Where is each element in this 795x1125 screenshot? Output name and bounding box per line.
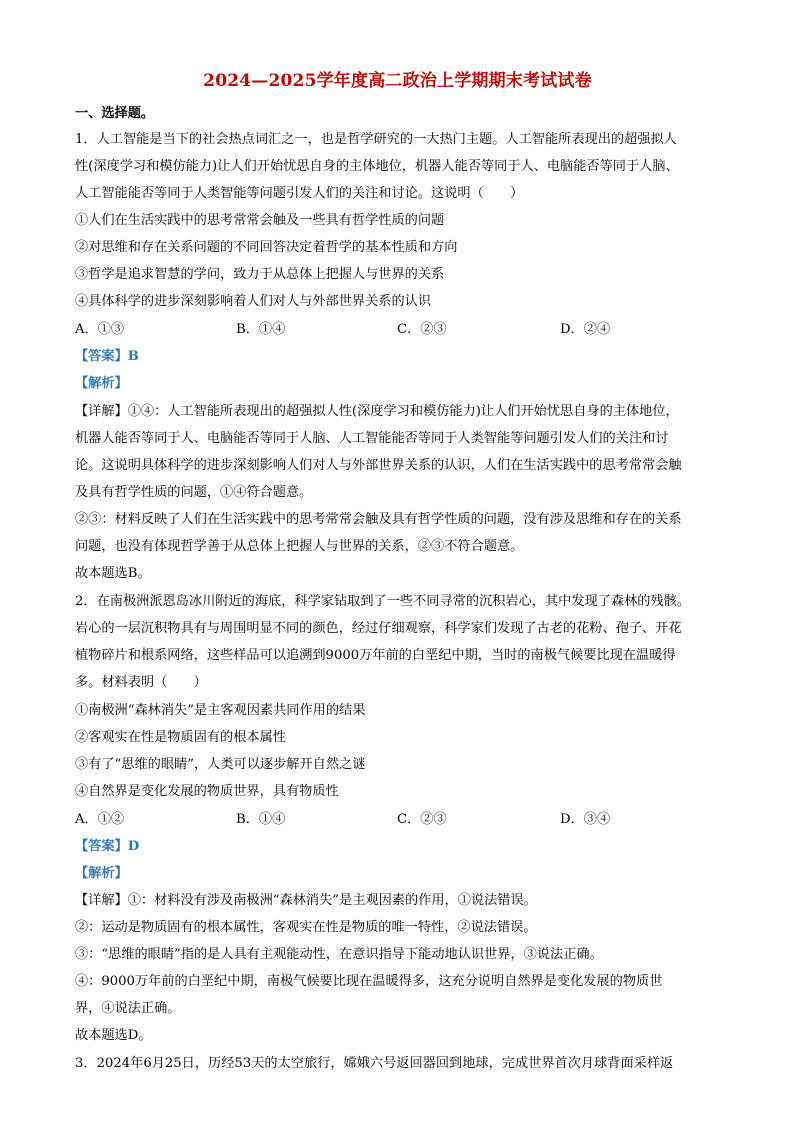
q2-option-b: B．①④ [236, 812, 286, 827]
q1-stem-line: 人工智能能否等同于人类智能等问题引发人们的关注和讨论。这说明（ ） [75, 186, 524, 201]
q1-choice-4: ④具体科学的进步深刻影响着人们对人与外部世界关系的认识 [75, 294, 432, 309]
q1-answer: 【答案】B [75, 349, 139, 364]
q1-option-a: A．①③ [75, 322, 125, 337]
q2-detail-line: ③：“思维的眼睛”指的是人具有主观能动性，在意识指导下能动地认识世界，③说法正确。 [75, 947, 603, 962]
q2-detail-line: 【详解】①：材料没有涉及南极洲“森林消失”是主观因素的作用，①说法错误。 [75, 893, 537, 908]
q1-stem-line: 1．人工智能是当下的社会热点词汇之一，也是哲学研究的一大热门主题。人工智能所表现出的超强拟人 [75, 132, 677, 147]
q1-detail-line: 【详解】①④：人工智能所表现出的超强拟人性(深度学习和模仿能力)让人们开始忧思自身的主体地位， [75, 404, 679, 419]
q1-detail-line: ②③：材料反映了人们在生活实践中的思考常常会触及具有哲学性质的问题，没有涉及思维和存在的关系 [75, 512, 682, 527]
q1-choice-3: ③哲学是追求智慧的学问，致力于从总体上把握人与世界的关系 [75, 267, 445, 282]
q2-stem-line: 岩心的一层沉积物具有与周围明显不同的颜色，经过仔细观察，科学家们发现了古老的花粉、孢子、开花 [75, 621, 682, 636]
q2-choice-2: ②客观实在性是物质固有的根本属性 [75, 730, 286, 745]
q2-choice-4: ④自然界是变化发展的物质世界，具有物质性 [75, 784, 339, 799]
q2-detail-line: ②：运动是物质固有的根本属性，客观实在性是物质的唯一特性，②说法错误。 [75, 920, 537, 935]
q2-analysis-heading: 【解析】 [75, 866, 128, 881]
q2-option-d: D．③④ [560, 812, 611, 827]
q1-detail-line: 及具有哲学性质的问题，①④符合题意。 [75, 485, 313, 500]
q2-answer: 【答案】D [75, 839, 140, 854]
q2-stem-line: 多。材料表明（ ） [75, 675, 207, 690]
q2-stem-line: 2．在南极洲派恩岛冰川附近的海底，科学家钻取到了一些不同寻常的沉积岩心，其中发现了森林的残骸。 [75, 594, 691, 609]
q2-conclusion: 故本题选D。 [75, 1028, 152, 1043]
q1-detail-line: 问题，也没有体现哲学善于从总体上把握人与世界的关系，②③不符合题意。 [75, 539, 524, 554]
q1-option-c: C．②③ [397, 322, 447, 337]
q3-stem-line: 3．2024年6月25日，历经53天的太空旅行，嫦娥六号返回器回到地球，完成世界首次月球背面采样返 [75, 1056, 674, 1071]
q1-detail-line: 机器人能否等同于人、电脑能否等同于人脑、人工智能能否等同于人类智能等问题引发人们的关注和讨 [75, 431, 669, 446]
q1-stem-line: 性(深度学习和模仿能力)让人们开始忧思自身的主体地位，机器人能否等同于人、电脑能否等同于人脑、 [75, 159, 679, 174]
page-title: 2024—2025学年度高二政治上学期期末考试试卷 [203, 71, 592, 91]
q1-conclusion: 故本题选B。 [75, 566, 151, 581]
q1-detail-line: 论。这说明具体科学的进步深刻影响人们对人与外部世界关系的认识，人们在生活实践中的思考常常会触 [75, 458, 682, 473]
q1-option-d: D．②④ [560, 322, 611, 337]
section-heading: 一、选择题。 [75, 106, 155, 121]
q1-analysis-heading: 【解析】 [75, 376, 128, 391]
q1-choice-2: ②对思维和存在关系问题的不同回答决定着哲学的基本性质和方向 [75, 240, 458, 255]
q2-choice-1: ①南极洲“森林消失”是主客观因素共同作用的结果 [75, 703, 366, 718]
q1-choice-1: ①人们在生活实践中的思考常常会触及一些具有哲学性质的问题 [75, 213, 445, 228]
q2-option-a: A．①② [75, 812, 125, 827]
q2-detail-line: ④：9000万年前的白垩纪中期，南极气候要比现在温暖得多，这充分说明自然界是变化发展的物质世 [75, 974, 663, 989]
q2-option-c: C．②③ [397, 812, 447, 827]
q1-option-b: B．①④ [236, 322, 286, 337]
q2-detail-line: 界，④说法正确。 [75, 1001, 181, 1016]
q2-choice-3: ③有了“思维的眼睛”，人类可以逐步解开自然之谜 [75, 757, 366, 772]
q2-stem-line: 植物碎片和根系网络，这些样品可以追溯到9000万年前的白垩纪中期，当时的南极气候要比现在温暖得 [75, 648, 676, 663]
